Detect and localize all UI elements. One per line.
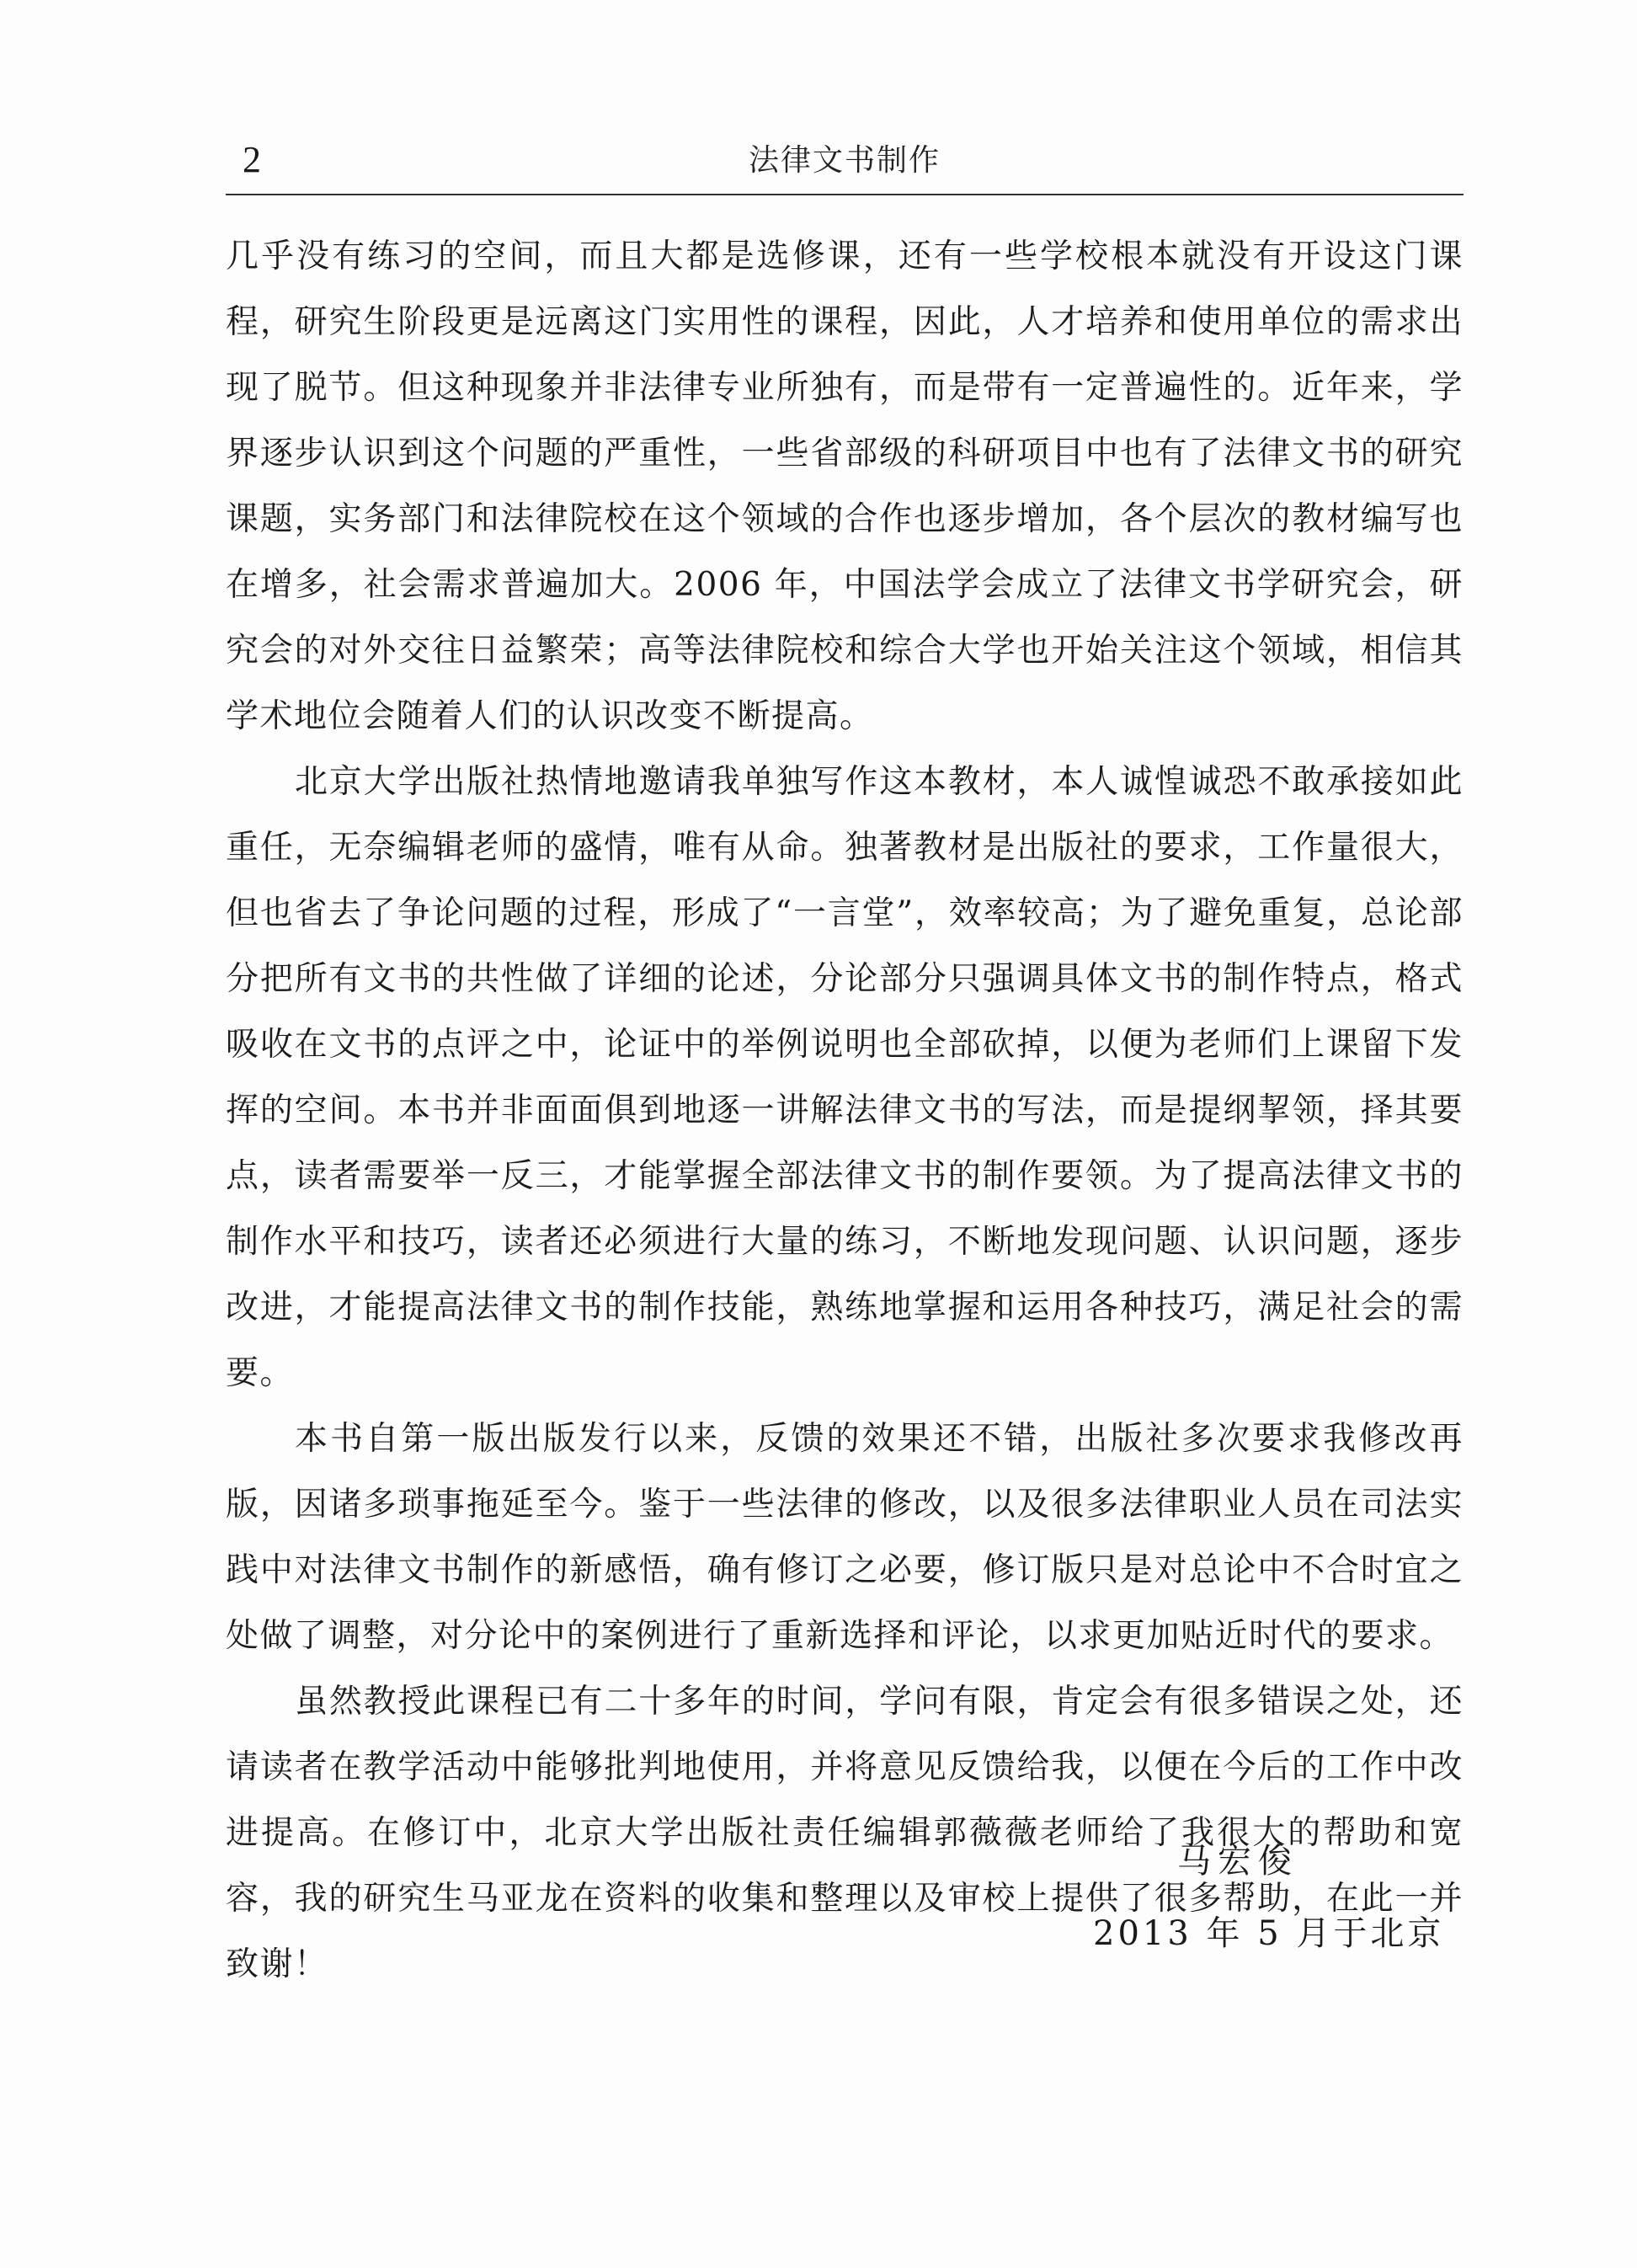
paragraph: 北京大学出版社热情地邀请我单独写作这本教材，本人诚惶诚恐不敢承接如此重任，无奈编辑老师的盛情，唯有从命。独著教材是出版社的要求，工作量很大，但也省去了争论问题的过程，形成了“一言堂”，效率较高；为了避免重复，总论部分把所有文书的共性做了详细的论述，分论部分只强调具体文书的制作特点，格式吸收在文书的点评之中，论证中的举例说明也全部砍掉，以便为老师们上课留下发挥的空间。本书并非面面俱到地逐一讲解法律文书的写法，而是提纲挈领，择其要点，读者需要举一反三，才能掌握全部法律文书的制作要领。为了提高法律文书的制作水平和技巧，读者还必须进行大量的练习，不断地发现问题、认识问题，逐步改进，才能提高法律文书的制作技能，熟练地掌握和运用各种技巧，满足社会的需要。 [226, 763, 1464, 1392]
paragraph: 本书自第一版出版发行以来，反馈的效果还不错，出版社多次要求我修改再版，因诸多琐事拖延至今。鉴于一些法律的修改，以及很多法律职业人员在司法实践中对法律文书制作的新感悟，确有修订之必要，修订版只是对总论中不合时宜之处做了调整，对分论中的案例进行了重新选择和评论，以求更加贴近时代的要求。 [226, 1420, 1464, 1655]
signature-date: 2013 年 5 月于北京 [1093, 1914, 1445, 1953]
page-number: 2 [243, 139, 261, 180]
paragraph-continued: 几乎没有练习的空间，而且大都是选修课，还有一些学校根本就没有开设这门课程，研究生阶段更是远离这门实用性的课程，因此，人才培养和使用单位的需求出现了脱节。但这种现象并非法律专业所独有，而是带有一定普遍性的。近年来，学界逐步认识到这个问题的严重性，一些省部级的科研项目中也有了法律文书的研究课题，实务部门和法律院校在这个领域的合作也逐步增加，各个层次的教材编写也在增多，社会需求普遍加大。2006 年，中国法学会成立了法律文书学研究会，研究会的对外交往日益繁荣；高等法律院校和综合大学也开始关注这个领域，相信其学术地位会随着人们的认识改变不断提高。 [226, 237, 1464, 735]
running-title: 法律文书制作 [748, 143, 941, 178]
header-divider [226, 194, 1464, 195]
paragraph: 虽然教授此课程已有二十多年的时间，学问有限，肯定会有很多错误之处，还请读者在教学活动中能够批判地使用，并将意见反馈给我，以便在今后的工作中改进提高。在修订中，北京大学出版社责任编辑郭薇薇老师给了我很大的帮助和宽容，我的研究生马亚龙在资料的收集和整理以及审校上提供了很多帮助，在此一并致谢！ [226, 1683, 1464, 1983]
page-header [226, 126, 1464, 194]
body-text [226, 224, 1464, 1998]
author-name: 马宏俊 [1177, 1842, 1298, 1881]
